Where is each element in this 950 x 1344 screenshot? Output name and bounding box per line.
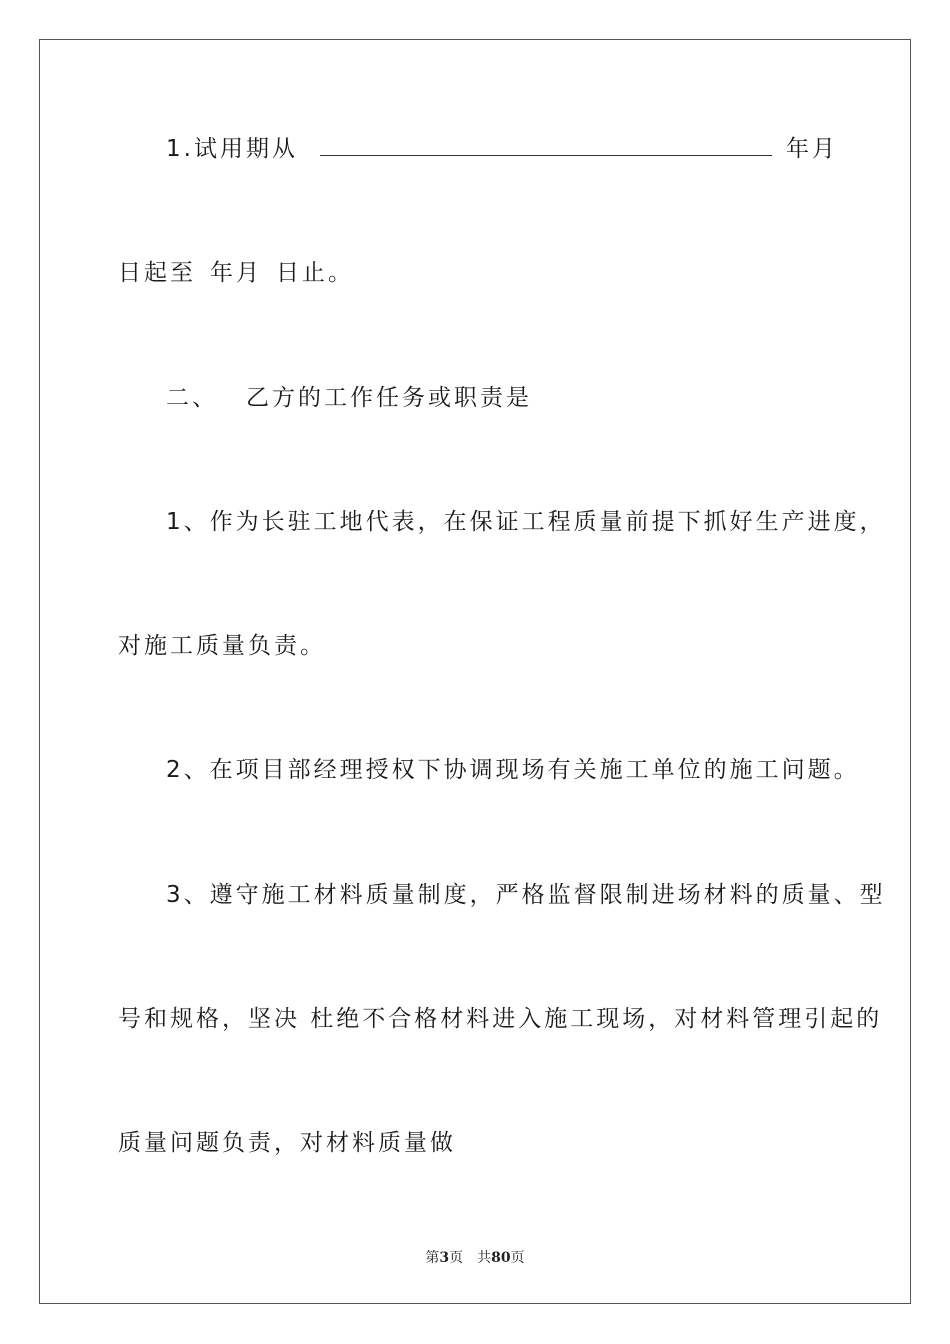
trial-period-line	[166, 134, 838, 164]
total-suffix: 页	[510, 1250, 525, 1266]
trial-period-suffix: 年月	[785, 136, 838, 162]
page-border	[39, 39, 911, 1304]
duty-item-3: 3、遵守施工材料质量制度，严格监督限制进场材料的质量、型	[166, 882, 886, 908]
date-year-month-text: 年月	[210, 260, 262, 286]
total-pages: 80	[491, 1250, 511, 1266]
duty-item-3-continued: 号和规格，坚决 杜绝不合格材料进入施工现场，对材料管理引起的	[118, 1006, 883, 1032]
fill-in-blank	[320, 135, 772, 156]
page-prefix: 第	[425, 1250, 440, 1266]
date-from-text: 日起至	[118, 260, 196, 286]
section-title: 乙方的工作任务或职责是	[246, 385, 532, 411]
page-number: 3	[439, 1250, 450, 1266]
trial-period-end-line	[118, 258, 354, 288]
section-number: 二、	[166, 385, 218, 411]
duty-item-1-continued: 对施工质量负责。	[118, 633, 326, 659]
section-heading	[166, 383, 532, 413]
page-suffix: 页	[449, 1250, 464, 1266]
total-prefix: 共	[477, 1250, 492, 1266]
page-footer	[0, 1247, 950, 1267]
date-end-text: 日止。	[276, 260, 354, 286]
duty-item-3-continued-2: 质量问题负责，对材料质量做	[118, 1130, 456, 1156]
duty-item-2: 2、在项目部经理授权下协调现场有关施工单位的施工问题。	[166, 757, 860, 783]
duty-item-1: 1、作为长驻工地代表，在保证工程质量前提下抓好生产进度，	[166, 509, 886, 535]
trial-period-prefix: 1.试用期从	[166, 136, 298, 162]
